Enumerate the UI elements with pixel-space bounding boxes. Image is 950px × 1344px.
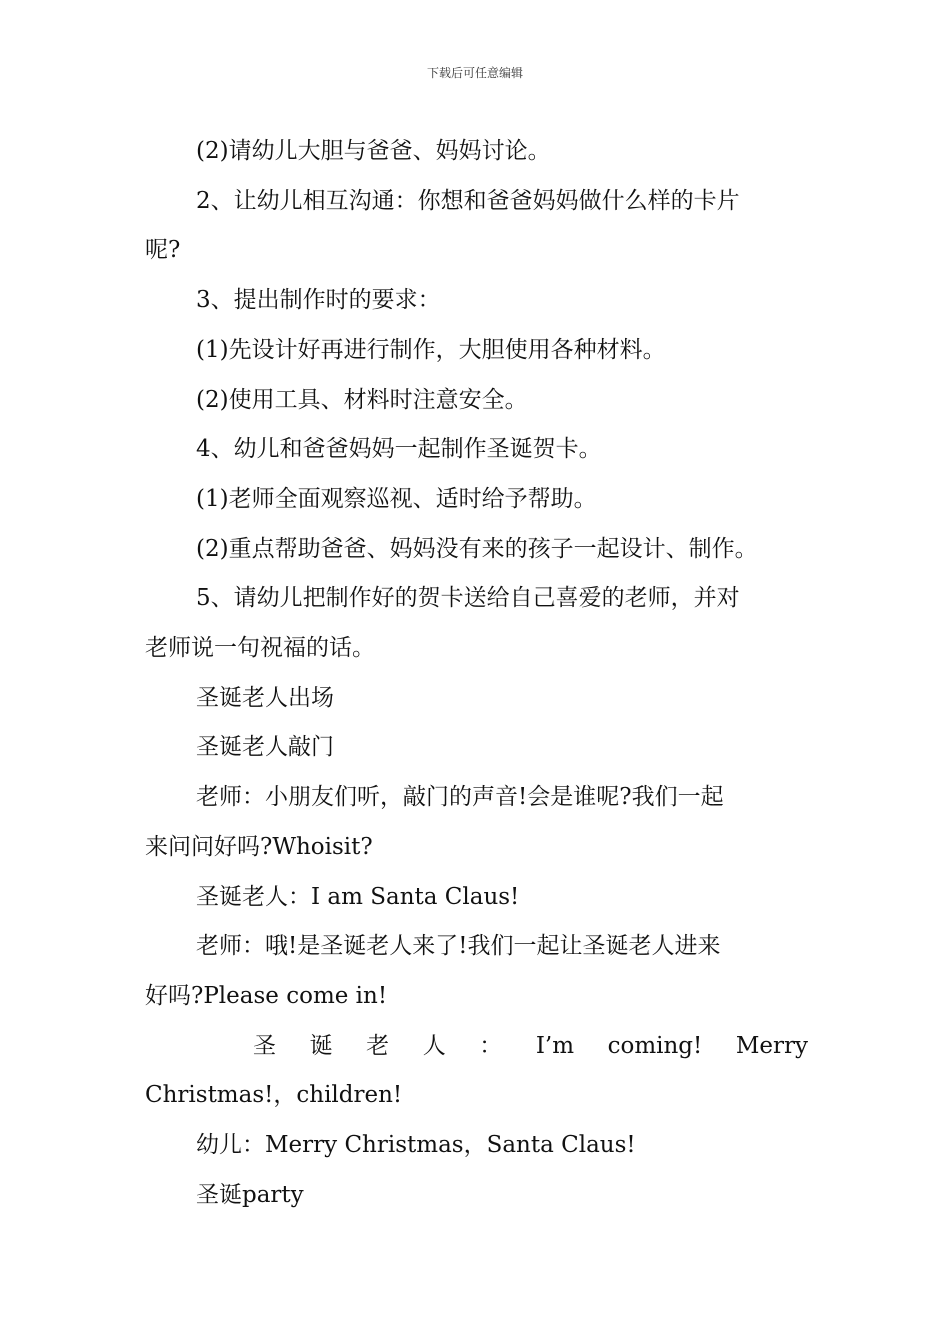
spread-part: 圣 xyxy=(253,1032,276,1059)
spread-part: 老 xyxy=(366,1032,390,1059)
paragraph-line: (2)使用工具、材料时注意安全。 xyxy=(196,386,528,413)
paragraph-line: 老师：小朋友们听，敲门的声音!会是谁呢?我们一起 xyxy=(196,784,724,811)
paragraph-line: 圣诞老人敲门 xyxy=(196,734,334,761)
paragraph-line: 2、让幼儿相互沟通：你想和爸爸妈妈做什么样的卡片 xyxy=(196,187,740,214)
spread-part: ： xyxy=(479,1032,503,1059)
paragraph-line: Christmas!，children! xyxy=(145,1082,403,1109)
paragraph-line: 幼儿：Merry Christmas，Santa Claus! xyxy=(196,1132,636,1159)
spread-part: I’m xyxy=(535,1032,575,1059)
spread-part: 诞 xyxy=(309,1032,333,1059)
spread-part: 人 xyxy=(422,1032,446,1059)
paragraph-line: 老师：哦!是圣诞老人来了!我们一起让圣诞老人进来 xyxy=(196,933,721,960)
paragraph-line: 圣诞party xyxy=(196,1181,304,1208)
paragraph-line: 圣诞老人：I am Santa Claus! xyxy=(196,883,520,910)
spread-dialogue-line xyxy=(145,1022,808,1072)
spread-part: Merry xyxy=(735,1032,808,1059)
paragraph-line: 呢? xyxy=(145,237,181,264)
spread-part: coming! xyxy=(607,1032,703,1059)
paragraph-line: 3、提出制作时的要求： xyxy=(196,287,441,314)
paragraph-line: 4、幼儿和爸爸妈妈一起制作圣诞贺卡。 xyxy=(196,436,602,463)
paragraph-line: (1)先设计好再进行制作，大胆使用各种材料。 xyxy=(196,336,666,363)
paragraph-line: 好吗?Please come in! xyxy=(145,982,388,1009)
paragraph-line: 来问问好吗?Whoisit? xyxy=(145,833,373,860)
document-body xyxy=(145,127,808,1220)
paragraph-line: (2)重点帮助爸爸、妈妈没有来的孩子一起设计、制作。 xyxy=(196,535,758,562)
paragraph-line: (2)请幼儿大胆与爸爸、妈妈讨论。 xyxy=(196,138,551,164)
paragraph-line: 老师说一句祝福的话。 xyxy=(145,635,375,662)
paragraph-line: 5、请幼儿把制作好的贺卡送给自己喜爱的老师，并对 xyxy=(196,585,740,612)
page-header: 下载后可任意编辑 xyxy=(426,66,523,80)
paragraph-line: (1)老师全面观察巡视、适时给予帮助。 xyxy=(196,485,597,512)
paragraph-line: 圣诞老人出场 xyxy=(196,684,334,711)
